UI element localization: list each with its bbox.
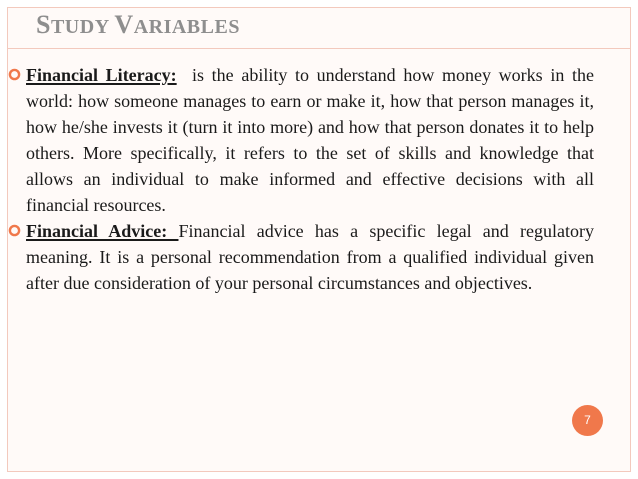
item-term: Financial Advice: [26, 221, 179, 241]
item-definition: Financial advice has a specific legal and regulatory meaning. It is a personal recommendation from a qualified individual given after due consideration of your personal circumstances and objectives. [26, 221, 595, 293]
ring-bullet-icon [8, 224, 21, 237]
title-divider [7, 48, 631, 49]
list-item [6, 218, 594, 296]
list-item [6, 62, 594, 218]
ring-bullet-icon [8, 68, 21, 81]
item-definition: is the ability to understand how money works in the world: how someone manages to earn or make it, how that person manages it, how he/she invests it (turn it into more) and how that person donates it to help others. More specifically, it refers to the set of skills and knowledge that allows an individual to make informed and effective decisions with all financial resources. [26, 65, 594, 215]
page-title: STUDY VARIABLES [36, 10, 240, 39]
bullet-list [6, 62, 594, 296]
item-term: Financial Literacy: [26, 65, 177, 85]
page-number-badge: 7 [572, 405, 603, 436]
item-text [26, 218, 594, 296]
item-text [26, 62, 594, 218]
